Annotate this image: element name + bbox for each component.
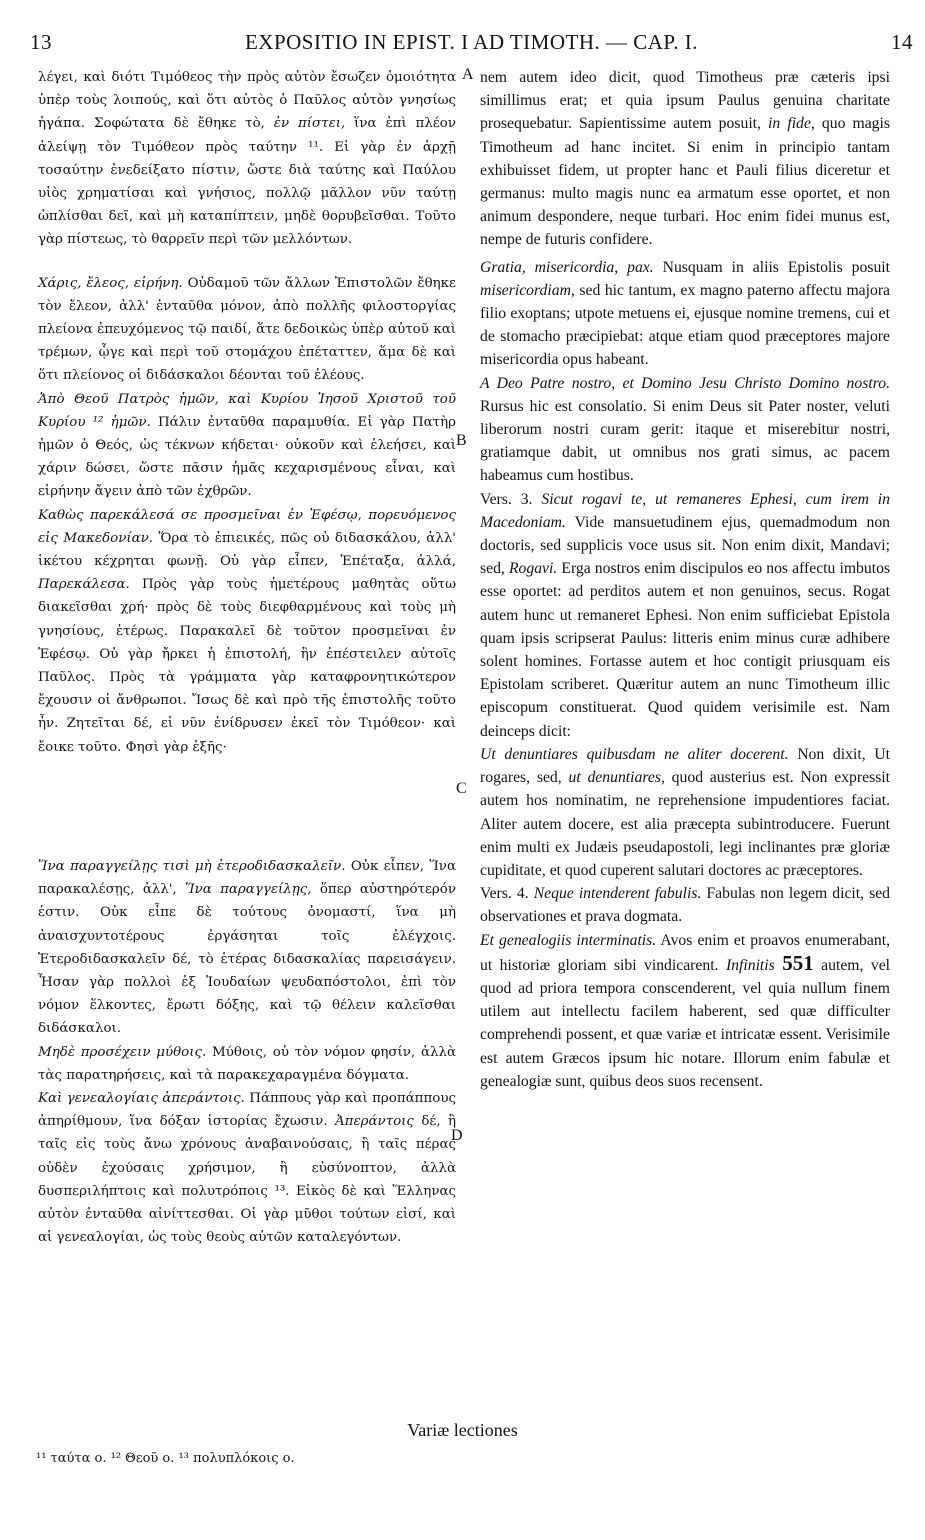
greek-paragraph	[38, 1087, 456, 1249]
greek-text: Μύθοις, οὐ τὸν νόμον φησίν, ἀλλὰ τὰς παρατηρήσεις, καὶ τὰ παρακεχαραγμένα δόγματα.	[38, 1044, 457, 1083]
greek-paragraph	[38, 388, 456, 504]
greek-text: λέγει, καὶ διότι Τιμόθεος τὴν πρὸς αὐτὸν ἔσωζεν ὁμοιότητα ὑπὲρ τοὺς λοιπούς, καὶ ὅτι αὐτὸς ὁ Παῦλος αὐτὸν γνησίως ἠγάπα. Σοφώτατα δὲ ἔθηκε τὸ,	[38, 70, 456, 132]
latin-paragraph	[480, 66, 890, 252]
greek-text: ὅπερ αὐστηρότερόν ἐστιν. Οὐκ εἶπε δὲ τούτους ὀνομαστί, ἵνα μὴ ἀναισχυντοτέρους ἐργάσηται τοῖς ἐλέγχοις. Ἑτεροδιδασκαλεῖν δέ, τὸ ἑτέρας διδασκαλίας παρεισάγειν. Ἦσαν γὰρ πολλοὶ ἐξ Ἰουδαίων ψευδαπόστολοι, ἐπὶ τὸν νόμον ἕλκοντες, ἔρωτι δόξης, καὶ τῷ θέλειν καλεῖσθαι διδάσκαλοι.	[38, 882, 456, 1037]
verse-label: Vers. 4.	[480, 885, 529, 903]
latin-paragraph	[480, 743, 890, 882]
latin-text: Nusquam in aliis Epistolis posuit	[662, 258, 891, 276]
latin-paragraph	[480, 488, 890, 743]
latin-text: Fabulas non legem dicit, sed observationes et prava dogmata.	[480, 885, 891, 926]
latin-lemma: ut denuntiares,	[568, 769, 665, 787]
margin-letter-a: A	[462, 66, 474, 83]
page-header	[30, 30, 913, 62]
verse-label: Vers. 3.	[480, 490, 533, 508]
greek-lemma: Καὶ γενεαλογίαις ἀπεράντοις.	[38, 1090, 245, 1106]
greek-text: δέ, ἢ ταῖς εἰς τοὺς ἄνω χρόνους ἀναβαινούσαις, ἢ ταῖς πέρας οὐδὲν ἐχούσαις χρήσιμον, ἢ εὐσύνοπτον, ἀλλὰ δυσπεριλήπτοις καὶ πολυτρόποις ¹³. Εἰκὸς δὲ καὶ Ἕλληνας αὐτὸν ἐνταῦθα αἰνίττεσθαι. Οἱ γὰρ μῦθοι τούτων εἰσί, καὶ αἱ γενεαλογίαι, ὡς τοὺς θεοὺς αὐτῶν καταλεγόντων.	[38, 1114, 456, 1246]
greek-lemma: Ἵνα παραγγείλῃς τισὶ μὴ ἑτεροδιδασκαλεῖν.	[38, 858, 346, 874]
greek-lemma: Ἀπεράντοις	[334, 1114, 414, 1130]
latin-text: sed hic tantum, ex magno paterno affectu majora filio exoptans; utpote metuens ei, ejusque nomine tremens, cui et de stomacho præcipiebat: atque etiam quod præceptores majore misericordia opus habeant.	[480, 281, 891, 369]
greek-column	[38, 66, 456, 1249]
margin-letter-b: B	[456, 432, 467, 449]
migne-column-number: 551	[782, 950, 814, 975]
latin-paragraph	[480, 882, 890, 928]
page-number-right: 14	[891, 30, 913, 54]
greek-paragraph	[38, 66, 456, 252]
latin-lemma: Infinitis	[725, 956, 775, 974]
latin-paragraph	[480, 929, 890, 1093]
latin-lemma: Ut denuntiares quibusdam ne aliter docerent.	[480, 745, 789, 763]
greek-paragraph	[38, 1041, 456, 1087]
greek-text: ἵνα ἐπὶ πλέον ἀλείψῃ τὸν Τιμόθεον πρὸς ταύτην ¹¹. Εἰ γὰρ ἐν ἀρχῇ τοσαύτην ἐνεδείξατο πίστιν, ὥστε διὰ ταύτης καὶ Παύλου υἱὸς χρηματίσαι καὶ γνήσιος, πολλῷ μᾶλλον νῦν ταύτῃ ὡπλίσθαι δεῖ, καὶ μὴ καταπίπτειν, μηδὲ θορυβεῖσθαι. Τοῦτο γὰρ πίστεως, τὸ θαρρεῖν περὶ τῶν μελλόντων.	[38, 116, 456, 248]
greek-text: Πρὸς γὰρ τοὺς ἡμετέρους μαθητὰς οὕτω διακεῖσθαι χρή· πρὸς δὲ τοὺς διεφθαρμένους καὶ τοὺς μὴ γνησίους, ἑτέρως. Παρακαλεῖ δὲ τοῦτον προσμεῖναι ἐν Ἐφέσῳ. Οὐ γὰρ ἤρκει ἡ ἐπιστολή, ἣν ἐπέστειλεν αὐτοῖς Παῦλος. Πρὸς τὰ γράμματα γὰρ καταφρονητικώτερον ἔχουσιν οἱ ἄνθρωποι. Ἴσως δὲ καὶ πρὸ τῆς ἐπιστολῆς τοῦτο ἦν. Ζητεῖται δέ, εἰ νῦν ἐνίδρυσεν ἐκεῖ τὸν Τιμόθεον· καὶ ἔοικε τοῦτο. Φησὶ γὰρ ἑξῆς·	[38, 577, 457, 755]
latin-column	[480, 66, 890, 1093]
greek-text: Πάλιν ἐνταῦθα παραμυθία. Εἰ γὰρ Πατὴρ ἡμῶν ὁ Θεός, ὡς τέκνων κήδεται· οὐκοῦν καὶ ἐλεήσει, καὶ χάριν δώσει, ὥστε πᾶσιν ἡμᾶς κεχαρισμένους εἶναι, καὶ εἰρήνην ἄγειν ἀπὸ τῶν ἐχθρῶν.	[38, 414, 456, 500]
greek-paragraph	[38, 272, 456, 388]
greek-lemma: Καθὼς παρεκάλεσά σε προσμεῖναι ἐν Ἐφέσῳ, πορευόμενος εἰς Μακεδονίαν.	[38, 507, 456, 546]
greek-paragraph	[38, 504, 456, 759]
margin-letter-c: C	[456, 780, 467, 797]
latin-lemma: Rogavi.	[508, 560, 558, 578]
latin-text: quo magis Timotheum ad hanc incitet. Si enim in principio tantam exhibuisset fidem, ut propter hanc et Pauli filius diceretur et germanus: multo magis nunc ea armatum esse oportet, et non animum despondere, neque turbari. Hoc enim fidei munus est, nempe de futuris confidere.	[480, 115, 890, 249]
greek-text: Οὐδαμοῦ τῶν ἄλλων Ἐπιστολῶν ἔθηκε τὸν ἔλεον, ἀλλ' ἐνταῦθα μόνον, ἀπὸ πολλῆς φιλοστοργίας πλείονα ἐπευχόμενος τῷ παιδί, ἅτε δεδοικὼς ὑπὲρ αὐτοῦ καὶ τρέμων, ᾧγε καὶ περὶ τοῦ στομάχου ἐπέταττεν, ἅμα δὲ καὶ ὅτι πλείονος οἱ διδάσκαλοι δέονται τοῦ ἐλέους.	[38, 275, 456, 384]
greek-lemma: Ἀπὸ Θεοῦ Πατρὸς ἡμῶν, καὶ Κυρίου Ἰησοῦ Χριστοῦ τοῦ Κυρίου ¹² ἡμῶν.	[38, 391, 456, 430]
greek-text: Ὅρα τὸ ἐπιεικές, πῶς οὐ διδασκάλου, ἀλλ' ἱκέτου κέχρηται φωνῇ. Οὐ γὰρ εἶπεν, Ἐπέταξα, ἀλλά,	[38, 530, 456, 570]
latin-text: Non dixit, Ut rogares, sed,	[480, 745, 890, 787]
greek-text: Οὐκ εἶπεν, Ἵνα παρακαλέσῃς, ἀλλ',	[38, 858, 456, 898]
variae-lectiones-notes: ¹¹ ταύτα ο. ¹² Θεοῦ ο. ¹³ πολυπλόκοις ο.	[36, 1451, 295, 1466]
greek-lemma: Ἵνα παραγγείλῃς,	[185, 882, 312, 898]
latin-lemma: misericordiam,	[480, 281, 575, 299]
greek-paragraph	[38, 855, 456, 1041]
latin-lemma: Sicut rogavi te, ut remaneres Ephesi, cum irem in Macedoniam.	[480, 490, 890, 531]
variae-lectiones-heading: Variæ lectiones	[407, 1420, 518, 1440]
latin-text: quod austerius est. Non expressit autem hos nominatim, ne reprehensione impudentiores faciat. Aliter autem docere, est alia præcepta subintroducere. Fuerunt enim multi ex Judæis pseudapostoli, legi inclinantes præ gloriæ cupiditate, et quod cuperent salutari doctores ac præceptores.	[480, 769, 891, 879]
page-number-left: 13	[30, 30, 52, 54]
greek-lemma: ἐν πίστει,	[273, 116, 346, 132]
margin-letter-d: D	[451, 1127, 463, 1144]
greek-text: Πάππους γὰρ καὶ προπάππους ἀπηρίθμουν, ἵνα δόξαν ἱστορίας ἔχωσιν.	[38, 1090, 456, 1130]
latin-text: Vide mansuetudinem ejus, quemadmodum non doctoris, sed supplicis voce usus sit. Non enim dixit, Mandavi; sed,	[480, 513, 891, 578]
latin-text: Rursus hic est consolatio. Si enim Deus sit Pater noster, veluti liberorum nostri curam gerit: itaque et miserebitur nostri, gratiamque dabit, ut omnibus nos grati simus, ac pacem habeamus cum hostibus.	[480, 397, 890, 485]
latin-lemma: Et genealogiis interminatis.	[480, 931, 657, 949]
greek-lemma: Χάρις, ἔλεος, εἰρήνη.	[38, 275, 183, 291]
latin-paragraph	[480, 256, 890, 372]
latin-lemma: in fide,	[768, 115, 815, 133]
latin-lemma: Gratia, misericordia, pax.	[480, 258, 654, 276]
latin-text: Avos enim et proavos enumerabant, ut historiæ gloriam sibi vindicarent.	[480, 931, 890, 974]
latin-text: Erga nostros enim discipulos eo nos affectu imbutos esse oportet: ad perditos autem et non genuinos, secus. Rogat autem hunc ut remaneret Ephesi. Non enim sufficiebat Epistola quam ipsis scripserat Paulus: litteris enim minus curæ adhibere solent homines. Fortasse autem et hoc contigit priusquam eis Epistolam scriberet. Quæritur autem an nunc Timotheum illic episcopum constituerat. Quod quidem verisimile est. Nam deinceps dicit:	[480, 560, 891, 740]
latin-text: autem, vel quod ad priora tempora conscenderent, vel quia nullum finem utilem aut intellectu facilem haberent, sed quæ difficulter comprehendi possent, et quæ variæ et intricatæ essent. Verisimile est autem Græcos ipsum hic notare. Illorum enim fabulæ et genealogiæ sunt, quibus deos suos recensent.	[480, 956, 891, 1090]
latin-lemma: A Deo Patre nostro, et Domino Jesu Christo Domino nostro.	[480, 374, 890, 392]
greek-lemma: Μηδὲ προσέχειν μύθοις.	[38, 1044, 207, 1060]
latin-text: nem autem ideo dicit, quod Timotheus præ cæteris ipsi simillimus erat; et quia ipsum Paulus genuina charitate prosequebatur. Sapientissime autem posuit,	[480, 69, 890, 133]
latin-lemma: Neque intenderent fabulis.	[533, 885, 702, 903]
greek-lemma: Παρεκάλεσα.	[38, 577, 130, 593]
running-title: EXPOSITIO IN EPIST. I AD TIMOTH. — CAP. I.	[244, 30, 699, 54]
latin-paragraph	[480, 372, 890, 488]
